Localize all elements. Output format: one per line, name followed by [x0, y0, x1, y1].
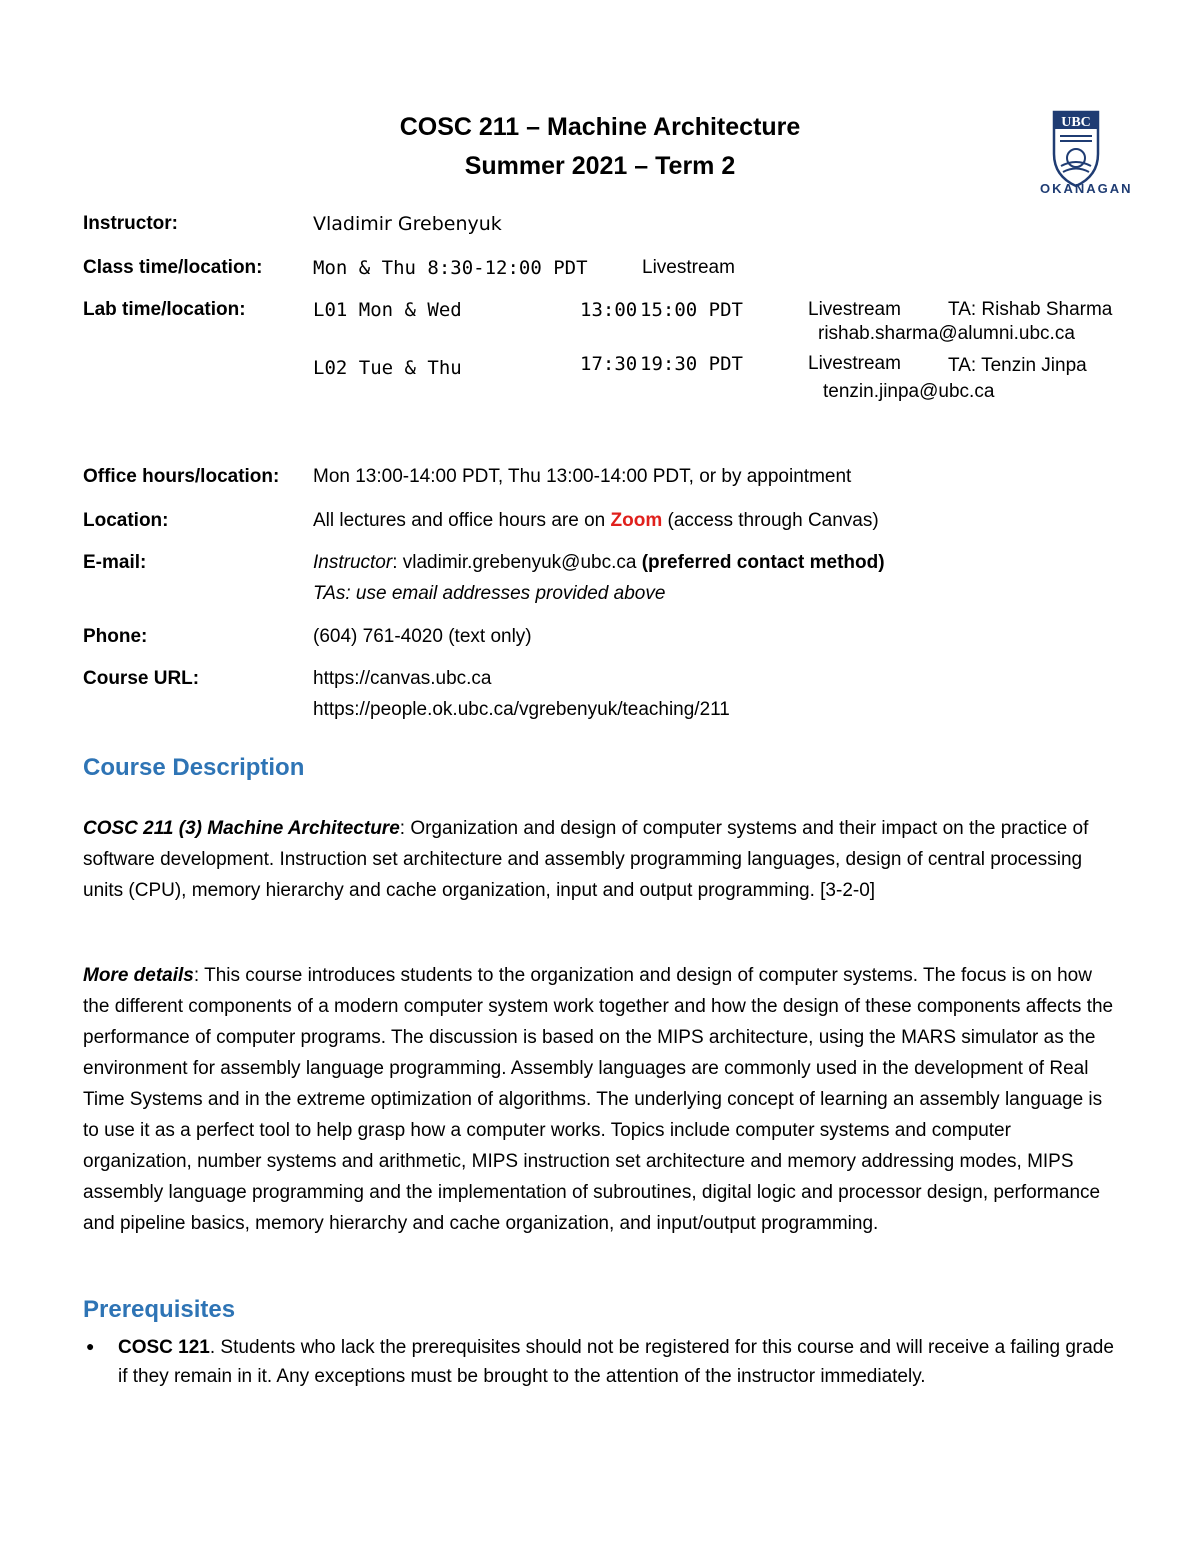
lab-email-l02[interactable]: tenzin.jinpa@ubc.ca	[823, 381, 995, 402]
lab-section-l02: L02 Tue & Thu	[313, 357, 462, 379]
office-hours-label: Office hours/location:	[83, 466, 280, 487]
course-url-canvas[interactable]: https://canvas.ubc.ca	[313, 668, 492, 689]
location-text-before: All lectures and office hours are on	[313, 510, 611, 531]
lab-start-l01: 13:00	[580, 299, 638, 321]
location-value	[313, 510, 879, 532]
prerequisites-heading: Prerequisites	[83, 1296, 236, 1323]
location-label: Location:	[83, 510, 169, 531]
email-label: E-mail:	[83, 552, 147, 573]
lab-ta-l02: TA: Tenzin Jinpa	[948, 355, 1087, 376]
lab-location-l01: Livestream	[808, 299, 901, 320]
phone-label: Phone:	[83, 626, 148, 647]
course-description-lead: COSC 211 (3) Machine Architecture	[83, 818, 400, 839]
more-details-text: : This course introduces students to the organization and design of computer systems. The focus is on how the different components of a modern computer system work together and how the design of these components affects the performance of computer programs. The discussion is based on the MIPS architecture, using the MARS simulator as the environment for assembly language programming. Assembly languages are commonly used in the development of Real Time Systems and in the extreme optimization of algorithms. The underlying concept of learning an assembly language is to use it as a perfect tool to help grasp how a computer works. Topics include computer systems and computer organization, number systems and arithmetic, MIPS instruction set architecture and memory addressing modes, MIPS assembly language programming and the implementation of subroutines, digital logic and processor design, performance and pipeline basics, memory hierarchy and cache organization, and input/output programming.	[83, 965, 1114, 1234]
logo-okanagan-text: OKANAGAN	[1040, 181, 1133, 196]
office-hours-value: Mon 13:00-14:00 PDT, Thu 13:00-14:00 PDT, or by appointment	[313, 466, 852, 487]
class-location-value: Livestream	[642, 257, 735, 278]
instructor-email-link[interactable]: : vladimir.grebenyuk@ubc.ca	[392, 552, 637, 573]
document-title: COSC 211 – Machine Architecture	[399, 113, 801, 141]
course-description-text: : Organization and design of computer systems and their impact on the practice of software development. Instruction set architecture and assembly programming languages, design of central processing units (CPU), memory hierarchy and cache organization, input and output programming. [3-2-0]	[83, 818, 1089, 901]
logo-ubc-text: UBC	[1061, 115, 1091, 130]
lab-end-l01: 15:00 PDT	[640, 299, 743, 321]
instructor-label: Instructor:	[83, 213, 178, 234]
course-description-heading: Course Description	[83, 754, 305, 781]
prerequisite-item	[118, 1333, 1118, 1391]
course-url-people[interactable]: https://people.ok.ubc.ca/vgrebenyuk/teaching/211	[313, 699, 730, 720]
email-instructor-label: Instructor	[313, 552, 393, 573]
more-details-lead: More details	[83, 965, 194, 986]
course-url-label: Course URL:	[83, 668, 200, 689]
prerequisite-text: . Students who lack the prerequisites should not be registered for this course and will receive a failing grade if they remain in it. Any exceptions must be brought to the attention of the instructor immediately.	[118, 1337, 1114, 1387]
lab-end-l02: 19:30 PDT	[640, 353, 743, 375]
prerequisite-course: COSC 121	[118, 1337, 210, 1358]
class-time-label: Class time/location:	[83, 257, 263, 278]
instructor-value: Vladimir Grebenyuk	[313, 213, 502, 235]
class-time-value: Mon & Thu 8:30-12:00 PDT	[313, 257, 588, 279]
document-subtitle: Summer 2021 – Term 2	[464, 152, 736, 180]
more-details-paragraph	[83, 960, 1123, 1239]
zoom-link[interactable]: Zoom	[610, 510, 663, 531]
course-description-paragraph	[83, 813, 1123, 906]
lab-location-l02: Livestream	[808, 353, 901, 374]
email-tas-note: TAs: use email addresses provided above	[313, 583, 666, 604]
lab-time-label: Lab time/location:	[83, 299, 246, 320]
lab-section-l01: L01 Mon & Wed	[313, 299, 462, 321]
email-preferred-note: (preferred contact method)	[636, 552, 885, 573]
phone-value: (604) 761-4020 (text only)	[313, 626, 532, 647]
lab-ta-l01: TA: Rishab Sharma	[948, 299, 1113, 320]
lab-start-l02: 17:30	[580, 353, 638, 375]
lab-email-l01[interactable]: rishab.sharma@alumni.ubc.ca	[818, 323, 1075, 344]
bullet-icon: ●	[86, 1338, 95, 1354]
email-value	[313, 552, 885, 574]
location-text-after: (access through Canvas)	[662, 510, 879, 531]
